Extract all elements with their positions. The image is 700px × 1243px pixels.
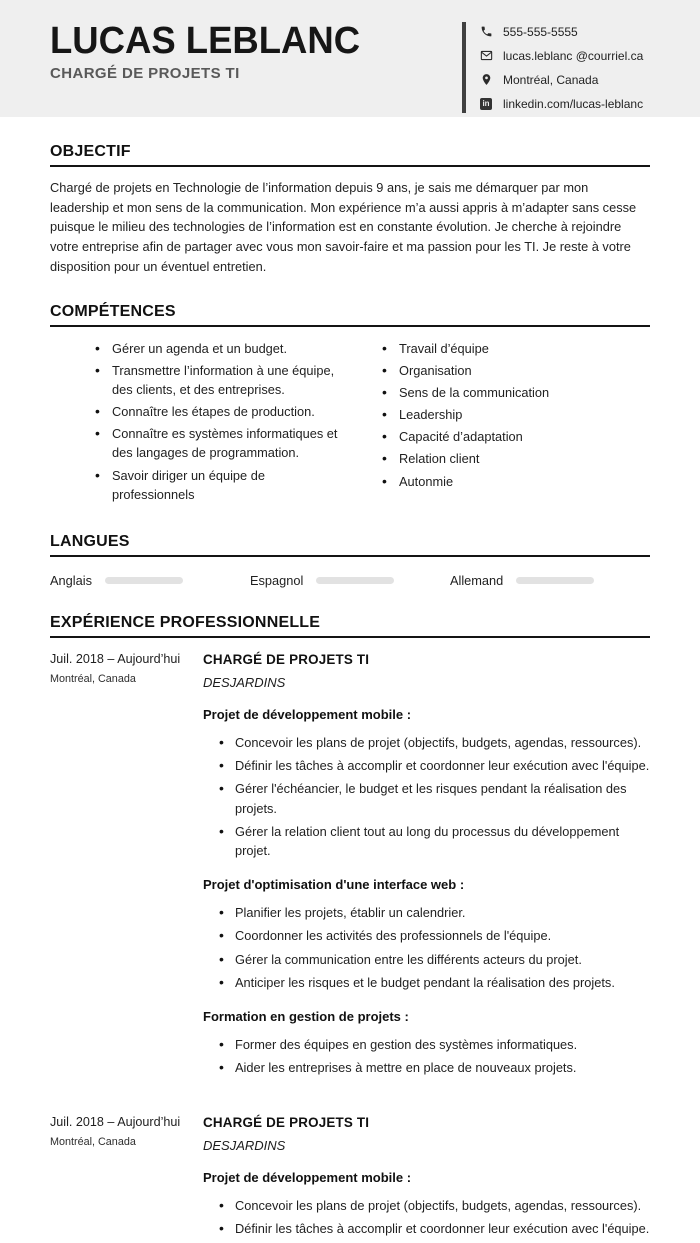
project-bullets — [203, 1035, 650, 1077]
project-bullet: • Gérer la communication entre les différents acteurs du projet. — [217, 950, 650, 969]
section-experience — [50, 614, 650, 1243]
entry-company: DESJARDINS — [203, 1138, 286, 1154]
project-block — [203, 1009, 650, 1077]
project-bullet: • Définir les tâches à accomplir et coordonner leur exécution avec l'équipe. — [217, 756, 650, 775]
project-block — [203, 877, 650, 992]
entry-date: Juil. 2018 – Aujourd’hui — [50, 1115, 181, 1130]
language-bar-track — [516, 577, 594, 584]
project-name: Projet de développement mobile : — [203, 707, 412, 723]
phone-number: 555-555-5555 — [503, 24, 578, 39]
resume-body — [0, 143, 700, 1243]
objectif-paragraph: Chargé de projets en Technologie de l’information depuis 9 ans, je sais me démarquer par mon leadership et mon sens de la communication. Mon expérience m’a aussi appris à m’adapter sans cesse puisque le milieu des technologies de l’information est en constante évolution. Je cherche à rejoindre votre entreprise afin de partager avec vous mon savoir-faire et ma passion pour les TI. Je reste à votre disposition pour un éventuel entretien. — [50, 180, 637, 274]
entry-date: Juil. 2018 – Aujourd’hui — [50, 652, 181, 667]
entry-meta — [50, 652, 203, 1081]
skill-item: • Autonmie — [380, 472, 650, 491]
entry-projects — [203, 1170, 650, 1238]
project-bullet: • Définir les tâches à accomplir et coordonner leur exécution avec l'équipe. — [217, 1219, 650, 1238]
linkedin-url: linkedin.com/lucas-leblanc — [503, 96, 644, 111]
skill-item: • Connaître es systèmes informatiques et des langages de programmation. — [93, 424, 350, 462]
entry-projects — [203, 707, 650, 1077]
experience-entries — [50, 652, 650, 1243]
location-icon — [479, 73, 493, 87]
project-bullet: • Anticiper les risques et le budget pendant la réalisation des projets. — [217, 973, 650, 992]
entry-job-title: CHARGÉ DE PROJETS TI — [203, 1115, 370, 1131]
language-row — [50, 573, 650, 588]
experience-heading: EXPÉRIENCE PROFESSIONNELLE — [50, 614, 650, 638]
entry-meta — [50, 1115, 203, 1242]
language-label: Espagnol — [249, 573, 304, 589]
candidate-job-title: CHARGÉ DE PROJETS TI — [50, 64, 240, 82]
skill-item: • Travail d’équipe — [380, 339, 650, 358]
section-competences — [50, 303, 650, 508]
language-item-allemand — [450, 573, 650, 588]
project-bullets — [203, 733, 650, 860]
resume-header — [0, 0, 700, 117]
project-bullet: • Gérer la relation client tout au long du processus du développement projet. — [217, 822, 650, 860]
language-label: Allemand — [449, 573, 504, 589]
project-block — [203, 707, 650, 860]
project-bullet: • Aider les entreprises à mettre en place de nouveaux projets. — [217, 1058, 650, 1077]
skill-item: • Organisation — [380, 361, 650, 380]
project-bullet: • Former des équipes en gestion des systèmes informatiques. — [217, 1035, 650, 1054]
candidate-name: LUCAS LEBLANC — [50, 20, 361, 62]
name-block — [50, 22, 373, 82]
entry-company: DESJARDINS — [203, 675, 286, 691]
experience-entry — [50, 1115, 650, 1242]
skill-item: • Gérer un agenda et un budget. — [93, 339, 350, 358]
project-bullet: • Gérer l'échéancier, le budget et les risques pendant la réalisation des projets. — [217, 779, 650, 817]
skill-item: • Transmettre l’information à une équipe, des clients, et des entreprises. — [93, 361, 350, 399]
section-objectif — [50, 143, 650, 277]
contact-linkedin-row — [479, 94, 643, 113]
skills-list-right — [350, 339, 650, 508]
section-langues — [50, 533, 650, 588]
skill-item: • Sens de la communication — [380, 383, 650, 402]
project-bullets — [203, 903, 650, 992]
project-name: Projet de développement mobile : — [203, 1170, 412, 1186]
skill-item: • Relation client — [380, 449, 650, 468]
language-item-espagnol — [250, 573, 450, 588]
project-bullet: • Planifier les projets, établir un calendrier. — [217, 903, 650, 922]
email-icon — [479, 49, 493, 63]
entry-main — [203, 1115, 650, 1242]
language-label: Anglais — [50, 573, 92, 589]
langues-heading: LANGUES — [50, 533, 650, 557]
language-bar-track — [105, 577, 183, 584]
location-text: Montréal, Canada — [503, 72, 599, 87]
skills-columns — [50, 339, 650, 508]
entry-location: Montréal, Canada — [50, 1136, 136, 1149]
skills-list-left — [50, 339, 350, 508]
entry-job-title: CHARGÉ DE PROJETS TI — [203, 652, 370, 668]
project-bullet: • Concevoir les plans de projet (objectifs, budgets, agendas, ressources). — [217, 733, 650, 752]
entry-main — [203, 652, 650, 1081]
skill-item: • Connaître les étapes de production. — [93, 402, 350, 421]
entry-location: Montréal, Canada — [50, 673, 136, 686]
objectif-heading: OBJECTIF — [50, 143, 650, 167]
skill-item: • Capacité d’adaptation — [380, 427, 650, 446]
language-item-anglais — [50, 573, 250, 588]
project-bullet: • Coordonner les activités des professionnels de l'équipe. — [217, 926, 650, 945]
competences-heading: COMPÉTENCES — [50, 303, 650, 327]
project-name: Formation en gestion de projets : — [203, 1008, 409, 1024]
skill-item: • Leadership — [380, 405, 650, 424]
contact-email-row — [479, 46, 643, 65]
skill-item: • Savoir diriger un équipe de professionnels — [93, 466, 350, 504]
linkedin-icon: in — [479, 97, 493, 111]
phone-icon — [479, 25, 493, 39]
contact-phone-row — [479, 22, 643, 41]
project-name: Projet d'optimisation d'une interface web : — [203, 877, 465, 893]
experience-entry — [50, 652, 650, 1081]
language-bar-track — [316, 577, 394, 584]
project-block — [203, 1170, 650, 1238]
contact-block — [462, 22, 643, 113]
project-bullet: • Concevoir les plans de projet (objectifs, budgets, agendas, ressources). — [217, 1196, 650, 1215]
email-address: lucas.leblanc @courriel.ca — [503, 48, 644, 63]
project-bullets — [203, 1196, 650, 1238]
contact-location-row — [479, 70, 643, 89]
